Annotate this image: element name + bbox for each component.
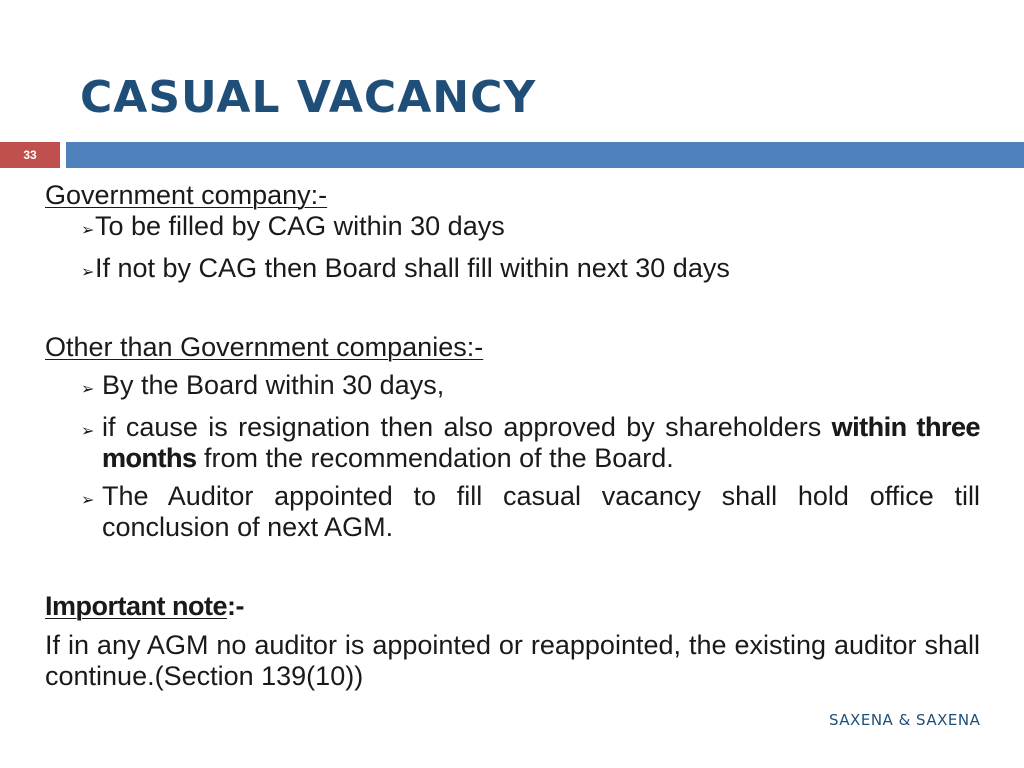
other-heading: Other than Government companies:- [45,332,484,362]
slide-title: CASUAL VACANCY [80,72,537,123]
government-point-2 [81,253,980,288]
other-point-1-text: By the Board within 30 days, [102,370,445,400]
important-note-heading [45,591,980,622]
other-point-2-emphasis: within three months [102,412,980,473]
arrowhead-bullet-icon: ➢ [81,423,95,440]
arrowhead-bullet-icon: ➢ [81,492,95,509]
slide-number: 33 [0,142,60,168]
other-point-2-start: if cause is resignation then also approved by shareholders [102,412,832,442]
other-point-2 [81,412,980,474]
arrowhead-bullet-icon: ➢ [81,381,95,398]
important-note-body: If in any AGM no auditor is appointed or reappointed, the existing auditor shall continue.(Section 139(10)) [45,630,980,691]
other-point-2-text [102,412,980,474]
other-point-3-text: The Auditor appointed to fill casual vacancy shall hold office till conclusion of next AGM. [102,481,980,542]
government-point-1 [81,211,980,246]
footer-brand: SAXENA & SAXENA [829,711,981,729]
important-note-heading-suffix: :- [227,591,244,621]
other-point-2-end: from the recommendation of the Board. [196,443,674,473]
header-bar [66,142,1024,168]
slide-content [45,180,980,692]
arrowhead-bullet-icon: ➢ [81,222,95,239]
arrowhead-bullet-icon: ➢ [81,264,95,281]
important-note-heading-text: Important note [45,591,227,621]
other-point-3 [81,481,980,543]
other-point-1 [81,370,980,405]
government-point-2-text: If not by CAG then Board shall fill within next 30 days [95,253,730,283]
government-point-1-text: To be filled by CAG within 30 days [95,211,505,241]
government-heading: Government company:- [45,180,328,210]
